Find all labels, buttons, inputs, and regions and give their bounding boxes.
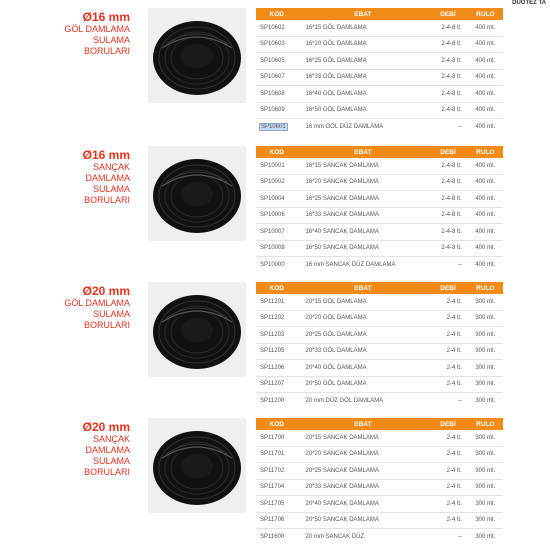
- header-code: KOD: [256, 8, 298, 20]
- cell-size: 16 mm SANCAK DÜZ DAMLAMA: [305, 261, 396, 268]
- table-row: [256, 191, 503, 208]
- cell-size: 20*20 SANCAK DAMLAMA: [298, 446, 429, 463]
- cell-code: SP10007: [256, 224, 298, 241]
- pipe-coil-icon: [148, 418, 246, 513]
- cell-size: 20*33 SANCAK DAMLAMA: [298, 479, 429, 496]
- cell-roll: 300 mt.: [468, 446, 503, 463]
- header-flow: DEBİ: [428, 282, 467, 294]
- table-row: [256, 20, 503, 36]
- header-flow: DEBİ: [428, 8, 467, 20]
- table-row: [256, 327, 503, 344]
- section-title-line: DAMLAMA: [85, 445, 130, 455]
- cell-size: 20*50 GÖL DAMLAMA: [298, 376, 429, 393]
- table-row: [256, 69, 503, 86]
- cell-code: SP11205: [256, 343, 298, 360]
- cell-roll: 400 mt.: [468, 191, 503, 208]
- cell-code: SP11704: [256, 479, 298, 496]
- pipe-coil-image: [148, 282, 246, 377]
- product-section: [0, 282, 550, 417]
- cell-code: SP11701: [256, 446, 298, 463]
- cell-flow: 2-4-8 lt.: [428, 158, 467, 174]
- cell-code: SP10603: [256, 36, 298, 53]
- cell-flow: 2-4-8 lt.: [428, 102, 467, 119]
- cell-code: SP11705: [256, 496, 298, 513]
- cell-roll: 400 mt.: [468, 207, 503, 224]
- table-row: [256, 430, 503, 446]
- cell-size: 20*15 SANCAK DAMLAMA: [298, 430, 429, 446]
- header-roll: RULO: [468, 418, 503, 430]
- cell-size: 16*40 SANCAK DAMLAMA: [298, 224, 429, 241]
- cell-size: 20*15 GÖL DAMLAMA: [298, 294, 429, 310]
- cell-size: 20*40 SANCAK DAMLAMA: [298, 496, 429, 513]
- cell-flow: 2-4-8 lt.: [428, 174, 467, 191]
- cell-roll: 300 mt.: [468, 360, 503, 377]
- cell-flow: –: [458, 533, 462, 540]
- cell-flow: –: [458, 261, 462, 268]
- section-title-line: SULAMA: [92, 184, 130, 194]
- table-row: [256, 512, 503, 529]
- product-table: [256, 282, 503, 409]
- corner-label: DUOTEZ TA: [512, 0, 546, 6]
- table-row: [256, 36, 503, 53]
- cell-roll: 300 mt.: [468, 430, 503, 446]
- pipe-coil-icon: [148, 282, 246, 377]
- cell-roll: 400 mt.: [468, 53, 503, 70]
- cell-flow: 2-4 lt.: [428, 446, 467, 463]
- product-section: [0, 8, 550, 143]
- section-title-line: BORULARI: [83, 320, 130, 330]
- cell-roll: 400 mt.: [468, 240, 503, 257]
- cell-code: [256, 119, 298, 135]
- cell-flow: 2-4 lt.: [428, 496, 467, 513]
- table-row: [256, 53, 503, 70]
- cell-flow: 2-4 lt.: [428, 294, 467, 310]
- cell-roll: 300 mt.: [468, 512, 503, 529]
- table-row: [256, 119, 503, 135]
- section-title-line: BORULARI: [83, 467, 130, 477]
- header-roll: RULO: [468, 282, 503, 294]
- cell-roll: 300 mt.: [475, 397, 496, 404]
- table-row: [256, 224, 503, 241]
- cell-flow: 2-4-8 lt.: [428, 20, 467, 36]
- cell-roll: 300 mt.: [475, 533, 496, 540]
- cell-size: 20*40 GÖL DAMLAMA: [298, 360, 429, 377]
- cell-code: SP10609: [256, 102, 298, 119]
- cell-size: 20 mm SANCAK DÜZ: [305, 533, 365, 540]
- cell-size: 16*20 SANCAK DAMLAMA: [298, 174, 429, 191]
- table-row: [256, 393, 503, 409]
- table-row: [256, 158, 503, 174]
- product-table: [256, 418, 503, 545]
- cell-size: 16*40 GÖL DAMLAMA: [298, 86, 429, 103]
- cell-size: 16*50 GÖL DAMLAMA: [298, 102, 429, 119]
- cell-flow: 2-4 lt.: [428, 512, 467, 529]
- table-row: [256, 463, 503, 480]
- cell-flow: 2-4-8 lt.: [428, 191, 467, 208]
- cell-size: 16*15 GÖL DAMLAMA: [298, 20, 429, 36]
- cell-flow: 2-4 lt.: [428, 430, 467, 446]
- cell-code: SP11202: [256, 310, 298, 327]
- cell-roll: 400 mt.: [475, 123, 496, 130]
- cell-flow: 2-4 lt.: [428, 463, 467, 480]
- header-flow: DEBİ: [428, 418, 467, 430]
- header-size: EBAT: [298, 8, 429, 20]
- pipe-coil-icon: [148, 8, 246, 103]
- cell-code: SP11203: [256, 327, 298, 344]
- cell-roll: 400 mt.: [468, 158, 503, 174]
- section-title: [40, 420, 130, 478]
- table-row: [256, 240, 503, 257]
- cell-flow: 2-4-8 lt.: [428, 224, 467, 241]
- cell-roll: 400 mt.: [468, 174, 503, 191]
- header-code: KOD: [256, 146, 298, 158]
- cell-code: SP11702: [256, 463, 298, 480]
- header-roll: RULO: [468, 8, 503, 20]
- section-title-line: SANÇAK: [92, 434, 130, 444]
- cell-flow: 2-4-8 lt.: [428, 36, 467, 53]
- table-row: [256, 102, 503, 119]
- cell-flow: 2-4 lt.: [428, 310, 467, 327]
- section-diameter: Ø20 mm: [82, 420, 130, 434]
- cell-code: SP10605: [256, 53, 298, 70]
- cell-code: SP10002: [256, 174, 298, 191]
- pipe-coil-image: [148, 418, 246, 513]
- section-title-line: SULAMA: [92, 35, 130, 45]
- section-title-line: BORULARI: [83, 195, 130, 205]
- cell-roll: 400 mt.: [468, 69, 503, 86]
- cell-flow: 2-4 lt.: [428, 479, 467, 496]
- section-title-line: SULAMA: [92, 456, 130, 466]
- cell-flow: 2-4-8 lt.: [428, 69, 467, 86]
- table-header-row: [256, 282, 503, 294]
- section-title-line: GÖL DAMLAMA: [64, 24, 130, 34]
- cell-code: SP10607: [256, 69, 298, 86]
- cell-code: SP11207: [256, 376, 298, 393]
- product-table: [256, 146, 503, 273]
- cell-flow: 2-4-8 lt.: [428, 53, 467, 70]
- cell-roll: 400 mt.: [468, 224, 503, 241]
- selected-code[interactable]: SP10601: [261, 123, 286, 130]
- table-row: [256, 174, 503, 191]
- cell-code: SP10004: [256, 191, 298, 208]
- section-diameter: Ø20 mm: [82, 284, 130, 298]
- section-diameter: Ø16 mm: [82, 148, 130, 162]
- section-diameter: Ø16 mm: [82, 10, 130, 24]
- cell-size: 20*50 SANCAK DAMLAMA: [298, 512, 429, 529]
- cell-flow: –: [458, 397, 462, 404]
- cell-roll: 300 mt.: [468, 463, 503, 480]
- cell-roll: 400 mt.: [468, 86, 503, 103]
- cell-roll: 300 mt.: [468, 343, 503, 360]
- table-header-row: [256, 8, 503, 20]
- cell-code: SP11206: [256, 360, 298, 377]
- cell-roll: 300 mt.: [468, 479, 503, 496]
- cell-code: SP10001: [256, 158, 298, 174]
- pipe-coil-image: [148, 8, 246, 103]
- header-roll: RULO: [468, 146, 503, 158]
- cell-code: SP11600: [260, 533, 285, 540]
- table-row: [256, 86, 503, 103]
- cell-code: SP11706: [256, 512, 298, 529]
- header-code: KOD: [256, 282, 298, 294]
- product-section: [0, 418, 550, 553]
- cell-size: 20*20 GÖL DAMLAMA: [298, 310, 429, 327]
- cell-roll: 400 mt.: [468, 20, 503, 36]
- cell-code: SP10000: [260, 261, 285, 268]
- cell-code: SP10008: [256, 240, 298, 257]
- cell-flow: 2-4-8 lt.: [428, 86, 467, 103]
- cell-size: 16 mm GÖL DÜZ DAMLAMA: [305, 123, 384, 130]
- cell-code: SP11201: [256, 294, 298, 310]
- cell-code: SP10006: [256, 207, 298, 224]
- table-row: [256, 207, 503, 224]
- header-code: KOD: [256, 418, 298, 430]
- cell-size: 16*20 GÖL DAMLAMA: [298, 36, 429, 53]
- cell-size: 20*25 GÖL DAMLAMA: [298, 327, 429, 344]
- product-table: [256, 8, 503, 135]
- header-size: EBAT: [298, 418, 429, 430]
- section-title-line: DAMLAMA: [85, 173, 130, 183]
- cell-code: SP10602: [256, 20, 298, 36]
- cell-flow: 2-4 lt.: [428, 327, 467, 344]
- cell-size: 20*25 SANCAK DAMLAMA: [298, 463, 429, 480]
- cell-size: 16*15 SANCAK DAMLAMA: [298, 158, 429, 174]
- header-size: EBAT: [298, 146, 429, 158]
- table-header-row: [256, 418, 503, 430]
- table-header-row: [256, 146, 503, 158]
- table-row: [256, 360, 503, 377]
- table-row: [256, 479, 503, 496]
- section-title: [40, 148, 130, 206]
- section-title-line: SULAMA: [92, 309, 130, 319]
- table-row: [256, 294, 503, 310]
- section-title-line: SANÇAK: [92, 162, 130, 172]
- table-row: [256, 310, 503, 327]
- cell-roll: 400 mt.: [475, 261, 496, 268]
- table-row: [256, 257, 503, 273]
- table-row: [256, 343, 503, 360]
- cell-size: 16*25 GÖL DAMLAMA: [298, 53, 429, 70]
- section-title-line: GÖL DAMLAMA: [64, 298, 130, 308]
- section-title: [40, 10, 130, 57]
- cell-roll: 400 mt.: [468, 102, 503, 119]
- table-row: [256, 446, 503, 463]
- cell-size: 16*50 SANCAK DAMLAMA: [298, 240, 429, 257]
- cell-code: SP11200: [260, 397, 285, 404]
- section-title: [40, 284, 130, 331]
- cell-code: SP10608: [256, 86, 298, 103]
- table-row: [256, 496, 503, 513]
- header-size: EBAT: [298, 282, 429, 294]
- cell-size: 16*33 SANCAK DAMLAMA: [298, 207, 429, 224]
- cell-flow: 2-4-8 lt.: [428, 207, 467, 224]
- pipe-coil-icon: [148, 146, 246, 241]
- product-section: [0, 146, 550, 281]
- cell-flow: 2-4 lt.: [428, 376, 467, 393]
- cell-roll: 300 mt.: [468, 327, 503, 344]
- table-row: [256, 529, 503, 545]
- section-title-line: BORULARI: [83, 46, 130, 56]
- cell-size: 16*25 SANCAK DAMLAMA: [298, 191, 429, 208]
- cell-size: 16*33 GÖL DAMLAMA: [298, 69, 429, 86]
- cell-flow: 2-4 lt.: [428, 343, 467, 360]
- cell-size: 20*33 GÖL DAMLAMA: [298, 343, 429, 360]
- cell-roll: 300 mt.: [468, 496, 503, 513]
- cell-roll: 300 mt.: [468, 310, 503, 327]
- pipe-coil-image: [148, 146, 246, 241]
- cell-size: 20 mm DÜZ GÖL DAMLAMA: [305, 397, 384, 404]
- cell-code: SP11700: [256, 430, 298, 446]
- header-flow: DEBİ: [428, 146, 467, 158]
- cell-roll: 300 mt.: [468, 376, 503, 393]
- table-row: [256, 376, 503, 393]
- cell-roll: 300 mt.: [468, 294, 503, 310]
- cell-flow: –: [458, 123, 462, 130]
- cell-roll: 400 mt.: [468, 36, 503, 53]
- cell-flow: 2-4 lt.: [428, 360, 467, 377]
- cell-flow: 2-4-8 lt.: [428, 240, 467, 257]
